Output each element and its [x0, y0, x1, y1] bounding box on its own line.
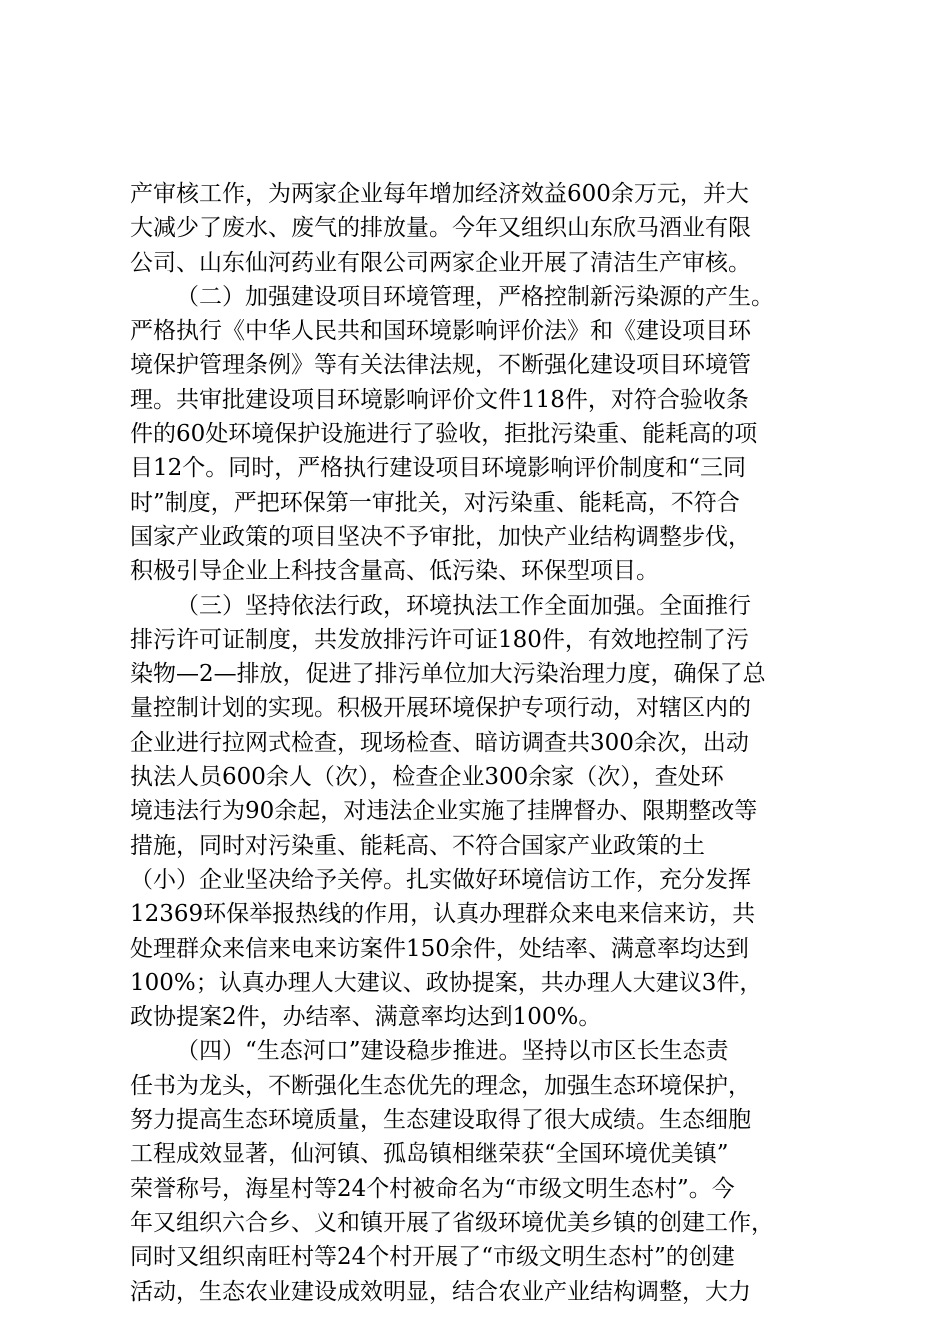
text-line: 国家产业政策的项目坚决不予审批，加快产业结构调整步伐， [130, 523, 751, 550]
text-line: 排污许可证制度，共发放排污许可证180件，有效地控制了污 [130, 626, 749, 653]
text-line: 产审核工作，为两家企业每年增加经济效益600余万元，并大 [130, 181, 749, 207]
text-line: 大减少了废水、废气的排放量。今年又组织山东欣马酒业有限 [130, 215, 751, 242]
text-line: 严格执行《中华人民共和国环境影响评价法》和《建设项目环 [130, 318, 751, 345]
text-line: 处理群众来信来电来访案件150余件，处结率、满意率均达到 [130, 935, 749, 962]
text-line: 政协提案2件，办结率、满意率均达到100%。 [130, 1004, 602, 1031]
text-line: 12369环保举报热线的作用，认真办理群众来电来信来访，共 [130, 901, 756, 928]
text-line: 境保护管理条例》等有关法律法规，不断强化建设项目环境管 [130, 352, 751, 379]
text-line: 公司、山东仙河药业有限公司两家企业开展了清洁生产审核。 [130, 249, 751, 276]
text-line: （四）“生态河口”建设稳步推进。坚持以市区长生态责 [176, 1038, 729, 1065]
document-body-text [130, 177, 830, 1309]
text-line: （三）坚持依法行政，环境执法工作全面加强。全面推行 [176, 592, 751, 619]
text-line: 荣誉称号，海星村等24个村被命名为“市级文明生态村”。今 [130, 1175, 735, 1202]
text-line: （小）企业坚决给予关停。扎实做好环境信访工作，充分发挥 [130, 866, 751, 893]
text-line: 件的60处环境保护设施进行了验收，拒批污染重、能耗高的项 [130, 421, 758, 448]
text-line: 努力提高生态环境质量，生态建设取得了很大成绩。生态细胞 [130, 1107, 751, 1134]
text-line: 境违法行为90余起，对违法企业实施了挂牌督办、限期整改等 [130, 798, 758, 825]
text-line: 理。共审批建设项目环境影响评价文件118件，对符合验收条 [130, 386, 749, 413]
text-line: 年又组织六合乡、义和镇开展了省级环境优美乡镇的创建工作， [130, 1209, 774, 1236]
text-line: 工程成效显著，仙河镇、孤岛镇相继荣获“全国环境优美镇” [130, 1141, 729, 1168]
text-line: 量控制计划的实现。积极开展环境保护专项行动，对辖区内的 [130, 695, 751, 722]
text-line: 同时又组织南旺村等24个村开展了“市级文明生态村”的创建 [130, 1244, 735, 1271]
text-line: 目12个。同时，严格执行建设项目环境影响评价制度和“三同 [130, 455, 747, 482]
text-line: 企业进行拉网式检查，现场检查、暗访调查共300余次，出动 [130, 729, 749, 756]
text-line: 执法人员600余人（次），检查企业300余家（次），查处环 [130, 764, 724, 791]
text-line: 积极引导企业上科技含量高、低污染、环保型项目。 [130, 558, 659, 585]
text-line: 染物—2—排放，促进了排污单位加大污染治理力度，确保了总 [130, 661, 766, 688]
text-line: 措施，同时对污染重、能耗高、不符合国家产业政策的土 [130, 832, 705, 859]
text-line: 活动，生态农业建设成效明显，结合农业产业结构调整，大力 [130, 1278, 751, 1305]
text-line: 任书为龙头，不断强化生态优先的理念，加强生态环境保护， [130, 1072, 751, 1099]
text-line: （二）加强建设项目环境管理，严格控制新污染源的产生。 [176, 283, 774, 310]
text-line: 时”制度，严把环保第一审批关，对污染重、能耗高，不符合 [130, 489, 740, 516]
text-line: 100%；认真办理人大建议、政协提案，共办理人大建议3件， [130, 969, 763, 996]
